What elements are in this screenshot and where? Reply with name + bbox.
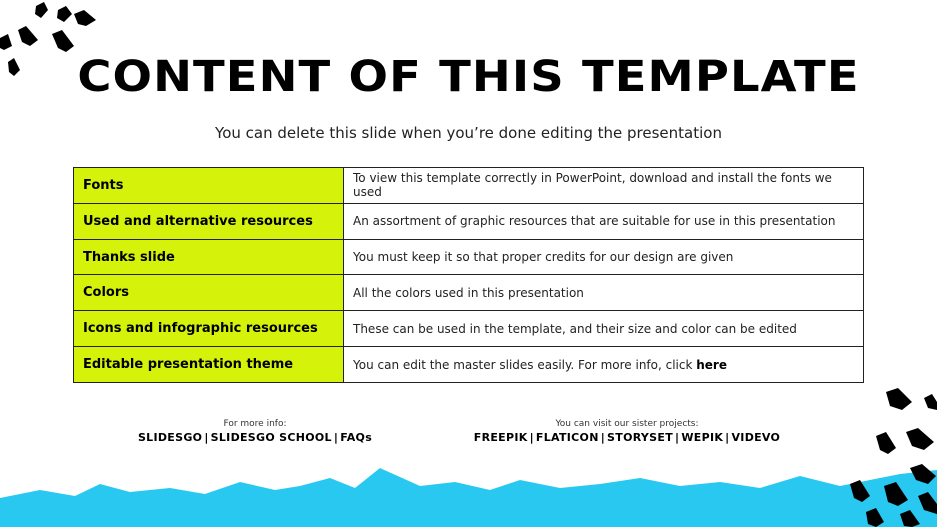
footer-more-info: [110, 419, 400, 444]
row-key: Colors: [74, 275, 344, 311]
table-row: [74, 311, 864, 347]
footer-sister-projects-label: You can visit our sister projects:: [555, 419, 699, 429]
table-row: [74, 203, 864, 239]
table-row: [74, 168, 864, 204]
footer-sister-projects-links: FREEPIK | FLATICON | STORYSET | WEPIK | VIDEVO: [473, 431, 781, 444]
footer-more-info-label: For more info:: [223, 419, 287, 429]
row-value: To view this template correctly in PowerPoint, download and install the fonts we used: [344, 168, 864, 204]
link-videvo[interactable]: VIDEVO: [731, 431, 781, 444]
subtitle: You can delete this slide when you’re done editing the presentation: [215, 124, 722, 142]
table-row: [74, 239, 864, 275]
row-key: Thanks slide: [74, 239, 344, 275]
row-key: Fonts: [74, 168, 344, 204]
link-slidesgo[interactable]: SLIDESGO: [137, 431, 203, 444]
row-key: Icons and infographic resources: [74, 311, 344, 347]
content-table: [73, 167, 864, 383]
link-flaticon[interactable]: FLATICON: [535, 431, 599, 444]
row-value: An assortment of graphic resources that are suitable for use in this presentation: [344, 203, 864, 239]
link-slidesgo-school[interactable]: SLIDESGO SCHOOL: [210, 431, 332, 444]
row-key: Used and alternative resources: [74, 203, 344, 239]
blue-wave-decoration: [0, 460, 937, 527]
here-link[interactable]: here: [696, 357, 727, 372]
link-wepik[interactable]: WEPIK: [681, 431, 724, 444]
row-value-text: You can edit the master slides easily. For more info, click: [353, 357, 697, 372]
row-key: Editable presentation theme: [74, 347, 344, 383]
row-value: These can be used in the template, and their size and color can be edited: [344, 311, 864, 347]
table-row: [74, 347, 864, 383]
link-storyset[interactable]: STORYSET: [607, 431, 673, 444]
row-value: All the colors used in this presentation: [344, 275, 864, 311]
link-faqs[interactable]: FAQs: [340, 431, 373, 444]
row-value: You must keep it so that proper credits for our design are given: [344, 239, 864, 275]
row-value: [344, 347, 864, 383]
table-row: [74, 275, 864, 311]
footer-sister-projects: [432, 419, 822, 444]
link-freepik[interactable]: FREEPIK: [473, 431, 528, 444]
footer-more-info-links: SLIDESGO | SLIDESGO SCHOOL | FAQs: [137, 431, 373, 444]
brush-strokes-bottom-right: [840, 388, 937, 527]
page-title: CONTENT OF THIS TEMPLATE: [77, 52, 860, 102]
